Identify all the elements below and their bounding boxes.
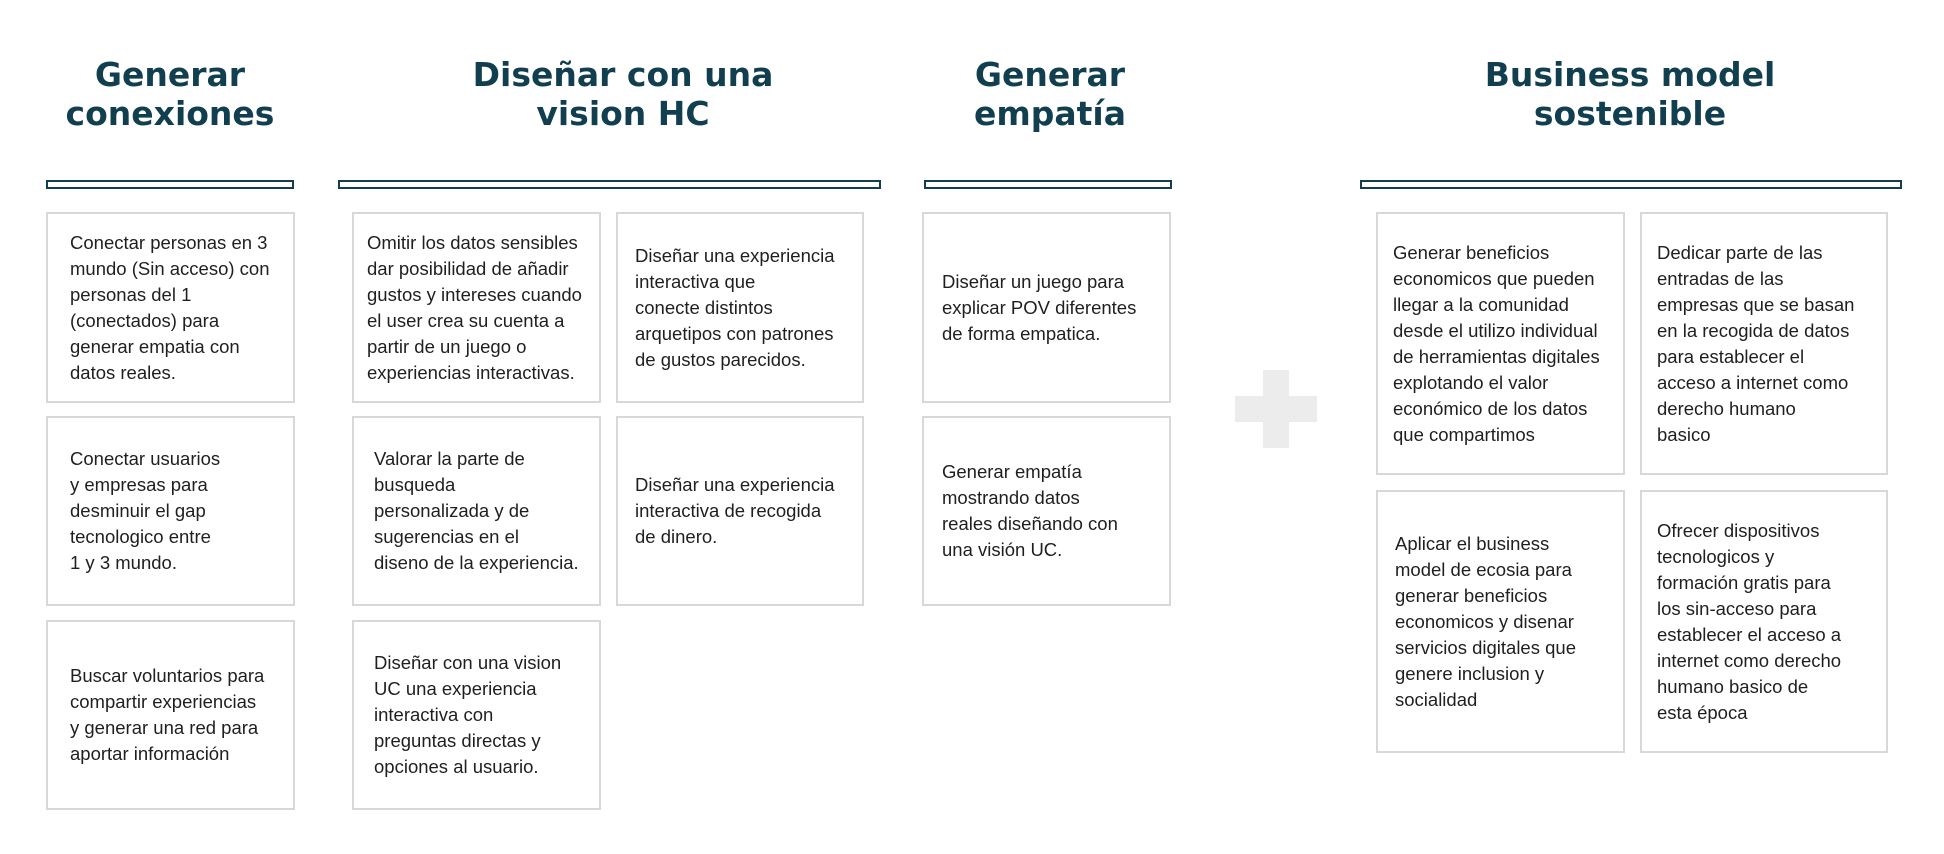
card [1376,212,1625,475]
card-text: Conectar personas en 3 mundo (Sin acceso) con personas del 1 (conectados) para generar empatia con datos reales. [70,231,270,383]
card [352,620,601,810]
card [922,416,1171,606]
column-divider-bar [338,180,881,189]
column-title-generar-empatia: Generar empatía [973,55,1126,133]
column-divider-bar [924,180,1172,189]
card [922,212,1171,403]
card [46,416,295,606]
column-divider-bar [1360,180,1902,189]
column-divider-bar [46,180,294,189]
card [46,212,295,403]
card-text: Dedicar parte de las entradas de las empresas que se basan en la recogida de datos para establecer el acceso a internet como derecho humano basico [1657,241,1855,445]
column-title-disenar-vision-hc: Diseñar con una vision HC [472,55,774,133]
card [1640,212,1888,475]
card-text: Aplicar el business model de ecosia para generar beneficios economicos y disenar servicios digitales que genere inclusion y socialidad [1395,532,1576,710]
card [616,416,864,606]
card [1640,490,1888,753]
column-title-generar-conexiones: Generar conexiones [65,55,275,133]
card-text: Diseñar una experiencia interactiva que conecte distintos arquetipos con patrones de gustos parecidos. [635,244,835,370]
card-text: Omitir los datos sensibles dar posibilidad de añadir gustos y intereses cuando el user crea su cuenta a partir de un juego o experiencias interactivas. [367,231,582,383]
card-text: Generar beneficios economicos que pueden llegar a la comunidad desde el utilizo individual de herramientas digitales explotando el valor económico de los datos que compartimos [1393,241,1600,445]
card-text: Conectar usuarios y empresas para desminuir el gap tecnologico entre 1 y 3 mundo. [70,448,221,573]
card-text: Valorar la parte de busqueda personalizada y de sugerencias en el diseno de la experiencia. [374,448,579,573]
card [46,620,295,810]
plus-icon [1235,370,1317,448]
card-text: Buscar voluntarios para compartir experiencias y generar una red para aportar información [70,665,265,764]
card-text: Diseñar con una vision UC una experiencia interactiva con preguntas directas y opciones al usuario. [374,652,562,777]
column-title-business-model: Business model sostenible [1484,55,1776,133]
card [616,212,864,403]
card [1376,490,1625,753]
card-text: Ofrecer dispositivos tecnologicos y formación gratis para los sin-acceso para establecer el acceso a internet como derecho humano basico de esta época [1657,519,1842,723]
card [352,212,601,403]
card-text: Generar empatía mostrando datos reales diseñando con una visión UC. [942,461,1118,560]
card-text: Diseñar una experiencia interactiva de recogida de dinero. [635,474,835,547]
card [352,416,601,606]
card-text: Diseñar un juego para explicar POV diferentes de forma empatica. [942,270,1137,344]
